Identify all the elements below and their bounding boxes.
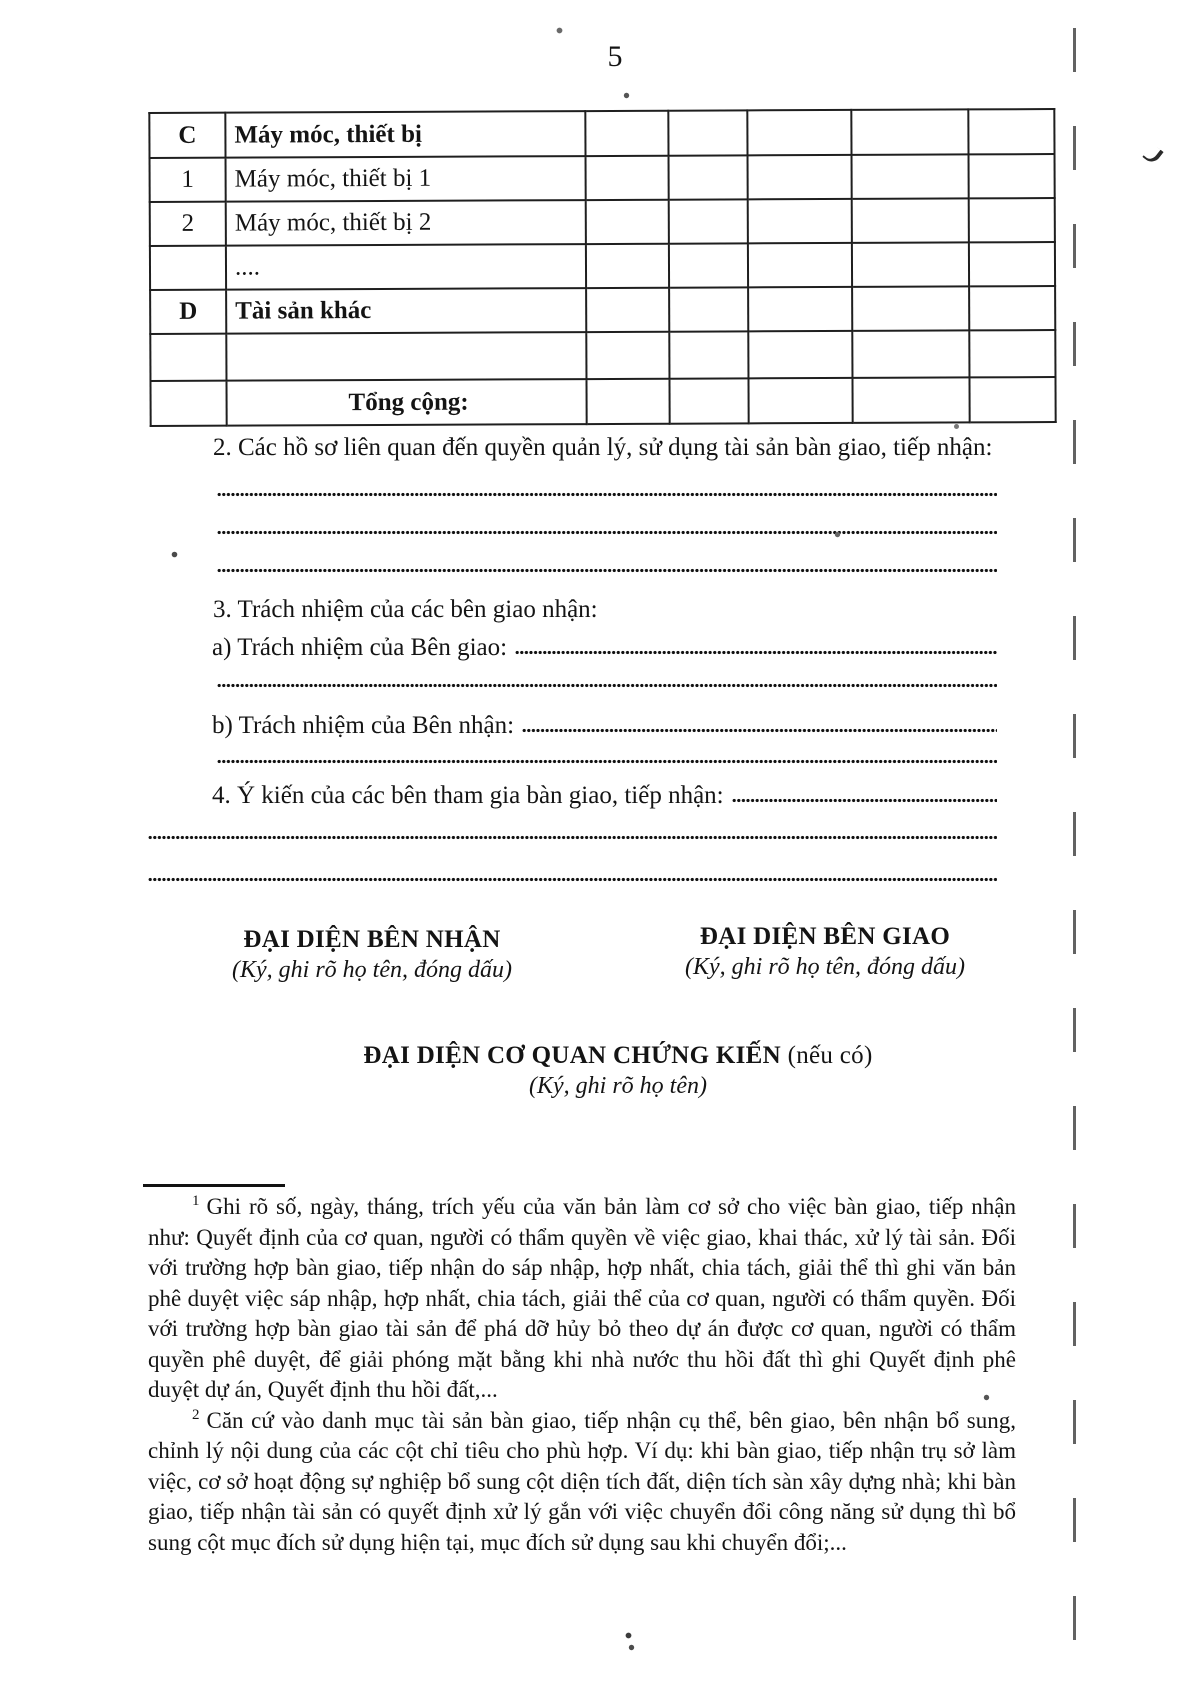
scan-artifact-mark xyxy=(1142,143,1163,165)
table-cell-empty xyxy=(668,110,747,155)
scan-artifact-dashed-line xyxy=(1073,28,1076,1640)
table-cell-empty xyxy=(852,154,969,199)
section-3b-label: b) Trách nhiệm của Bên nhận: xyxy=(212,712,515,739)
table-cell-empty xyxy=(748,243,852,287)
dotted-fill-line xyxy=(217,566,997,575)
dotted-fill-line xyxy=(148,833,997,842)
dotted-fill-line xyxy=(217,490,997,499)
table-cell-empty xyxy=(586,244,669,288)
table-row xyxy=(150,330,1055,381)
footnote-2 xyxy=(148,1406,1016,1559)
section-4-row xyxy=(212,782,997,810)
table-cell-empty xyxy=(669,155,748,199)
footnote-1 xyxy=(148,1192,1016,1406)
witness-signature-caption: (Ký, ghi rõ họ tên) xyxy=(529,1073,707,1099)
row-name: Máy móc, thiết bị 2 xyxy=(226,200,586,246)
table-cell-empty xyxy=(669,287,748,331)
footnote-2-marker: 2 xyxy=(192,1406,200,1423)
table-cell-empty xyxy=(852,242,969,287)
table-cell-empty xyxy=(669,199,748,243)
giver-signature-block xyxy=(650,923,1000,981)
receiver-signature-title: ĐẠI DIỆN BÊN NHẬN xyxy=(243,926,501,953)
table-cell-empty xyxy=(852,330,969,378)
row-name xyxy=(226,332,586,381)
asset-handover-table xyxy=(148,108,1056,427)
section-2-heading: 2. Các hồ sơ liên quan đến quyền quản lý, sử dụng tài sản bàn giao, tiếp nhận: xyxy=(213,434,993,461)
section-3a-row xyxy=(212,634,997,662)
table-cell-empty xyxy=(968,109,1054,154)
table-cell-empty xyxy=(669,243,748,287)
table-cell-empty xyxy=(748,199,852,243)
table-row xyxy=(150,198,1055,246)
row-code xyxy=(150,246,226,290)
total-label: Tổng cộng: xyxy=(226,379,586,426)
page-number: 5 xyxy=(607,40,623,73)
table-cell-empty xyxy=(748,155,852,199)
section-3b-row xyxy=(212,712,997,740)
dotted-fill-line xyxy=(515,648,997,657)
table-cell-empty xyxy=(852,198,969,243)
table-cell-empty xyxy=(586,332,669,379)
table-cell-empty xyxy=(586,200,669,244)
table-cell-empty xyxy=(969,377,1055,422)
row-code: 1 xyxy=(150,158,226,202)
table-row xyxy=(149,109,1054,158)
row-code: 2 xyxy=(150,202,226,246)
table-row-total xyxy=(150,377,1055,426)
dotted-fill-line xyxy=(217,528,997,537)
table-cell-empty xyxy=(969,242,1055,286)
giver-signature-title: ĐẠI DIỆN BÊN GIAO xyxy=(699,923,951,950)
table-cell-empty xyxy=(969,154,1055,198)
footnote-1-marker: 1 xyxy=(192,1193,200,1210)
table-cell-empty xyxy=(748,287,852,331)
giver-signature-caption: (Ký, ghi rõ họ tên, đóng dấu) xyxy=(685,954,965,980)
footnote-1-text: Ghi rõ số, ngày, tháng, trích yếu của văn bản làm cơ sở cho việc bàn giao, tiếp nhận như: Quyết định của cơ quan, người có thẩm quyền về việc giao, khai thác, xử lý tài sản. Đối với trường hợp bàn giao, tiếp nhận do sáp nhập, hợp nhất, chia tách, giải thể thì ghi văn bản phê duyệt việc sáp nhập, hợp nhất, chia tách, giải thể của cơ quan, người có thẩm quyền. Đối với trường hợp bàn giao tài sản để phá dỡ hủy bỏ theo dự án được cơ quan, người có thẩm quyền phê duyệt, để giải phóng mặt bằng khi nhà nước thu hồi đất thì ghi Quyết định phê duyệt dự án, Quyết định thu hồi đất,... xyxy=(148,1194,1016,1402)
dotted-fill-line xyxy=(522,726,997,735)
table-cell-empty xyxy=(669,378,748,423)
footnote-separator-rule xyxy=(143,1184,285,1187)
table-cell-empty xyxy=(586,288,669,332)
table-cell-empty xyxy=(586,379,669,424)
witness-signature-block xyxy=(298,1042,938,1100)
receiver-signature-caption: (Ký, ghi rõ họ tên, đóng dấu) xyxy=(232,957,512,983)
row-name: .... xyxy=(226,244,586,290)
witness-title-text: ĐẠI DIỆN CƠ QUAN CHỨNG KIẾN xyxy=(363,1042,782,1069)
dotted-fill-line xyxy=(217,681,997,690)
row-code: C xyxy=(149,113,225,158)
table-cell-empty xyxy=(669,331,748,378)
witness-title-note: (nếu có) xyxy=(787,1042,873,1069)
row-code xyxy=(150,334,226,381)
dotted-fill-line xyxy=(148,875,997,884)
table-cell-empty xyxy=(852,286,969,331)
receiver-signature-block xyxy=(197,926,547,984)
row-code: D xyxy=(150,290,226,334)
table-cell-empty xyxy=(748,331,852,378)
table-cell-empty xyxy=(747,110,851,155)
dotted-fill-line xyxy=(732,796,997,805)
row-name: Máy móc, thiết bị 1 xyxy=(226,156,586,202)
footnotes-block xyxy=(148,1192,1016,1558)
table-cell-empty xyxy=(852,377,969,423)
row-name: Máy móc, thiết bị xyxy=(225,111,585,158)
table-cell-empty xyxy=(969,198,1055,242)
table-row xyxy=(150,286,1055,334)
section-4-label: 4. Ý kiến của các bên tham gia bàn giao, tiếp nhận: xyxy=(212,782,724,809)
table-cell-empty xyxy=(969,330,1055,377)
table-cell-empty xyxy=(851,109,968,155)
table-cell-empty xyxy=(748,378,852,423)
table-row xyxy=(150,154,1055,202)
section-3a-label: a) Trách nhiệm của Bên giao: xyxy=(212,634,508,661)
row-name: Tài sản khác xyxy=(226,288,586,334)
scan-artifact-specks xyxy=(0,0,3,3)
dotted-fill-line xyxy=(217,757,997,766)
row-code xyxy=(150,381,226,426)
table-cell-empty xyxy=(586,156,669,200)
table-cell-empty xyxy=(969,286,1055,330)
section-3-heading: 3. Trách nhiệm của các bên giao nhận: xyxy=(213,596,598,623)
table-row xyxy=(150,242,1055,290)
footnote-2-text: Căn cứ vào danh mục tài sản bàn giao, tiếp nhận cụ thể, bên giao, bên nhận bổ sung, chỉnh lý nội dung của các cột chỉ tiêu cho phù hợp. Ví dụ: khi bàn giao, tiếp nhận trụ sở làm việc, cơ sở hoạt động sự nghiệp bổ sung cột diện tích đất, diện tích sàn xây dựng nhà; khi bàn giao, tiếp nhận tài sản có quyết định xử lý gắn với việc chuyển đổi công năng sử dụng thì bổ sung cột mục đích sử dụng hiện tại, mục đích sử dụng sau khi chuyển đổi;... xyxy=(148,1407,1016,1555)
table-cell-empty xyxy=(585,111,668,156)
witness-signature-title xyxy=(298,1042,938,1070)
